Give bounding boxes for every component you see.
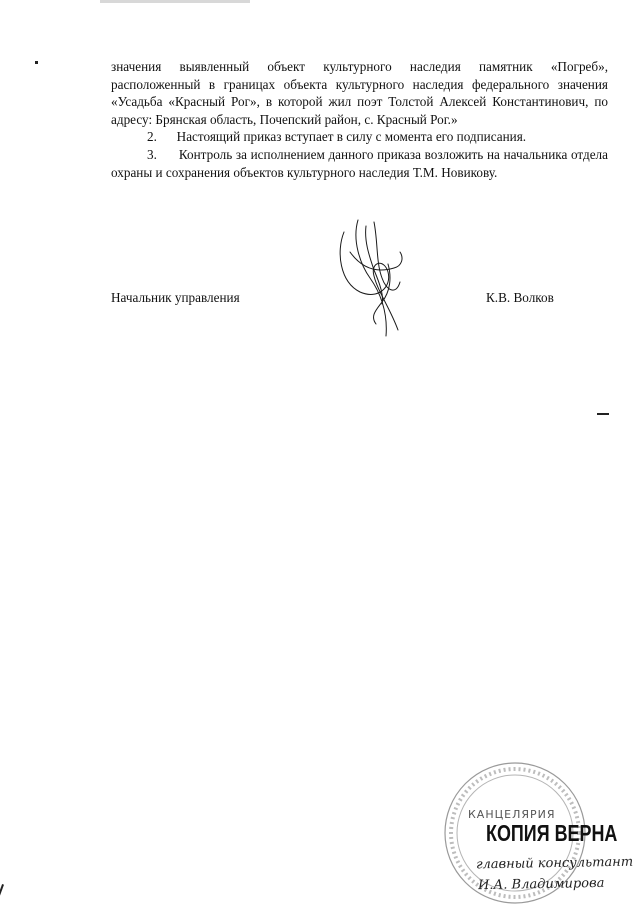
paragraph-continuation: значения выявленный объект культурного наследия памятник «Погреб», расположенный в границах объекта культурного наследия федерального значения «Усадьба «Красный Рог», в которой жил поэт Толстой Алексей Константинович, по адресу: Брянская область, Почепский район, с. Красный Рог.» — [111, 59, 608, 127]
list-item-2: 2. Настоящий приказ вступает в силу с момента его подписания. — [147, 129, 527, 145]
scan-speck — [0, 884, 4, 896]
handwritten-signature — [330, 212, 420, 342]
scan-edge-mark — [100, 0, 250, 3]
stamp-handwritten-name: И.А. Владимирова — [477, 875, 605, 894]
stamp-handwritten-position: главный консультант — [475, 854, 634, 873]
scan-speck — [35, 61, 38, 64]
document-body — [111, 58, 608, 181]
signer-name: К.В. Волков — [486, 290, 554, 305]
stamp-office-label: КАНЦЕЛЯРИЯ — [468, 808, 556, 821]
list-item-3: 3. Контроль за исполнением данного приказа возложить на начальника отдела охраны и сохранения объектов культурного наследия Т.М. Новикову. — [111, 146, 608, 180]
signer-role: Начальник управления — [111, 290, 240, 305]
scan-dash-mark — [597, 413, 609, 415]
stamp-copy-certified: КОПИЯ ВЕРНА — [486, 820, 618, 846]
